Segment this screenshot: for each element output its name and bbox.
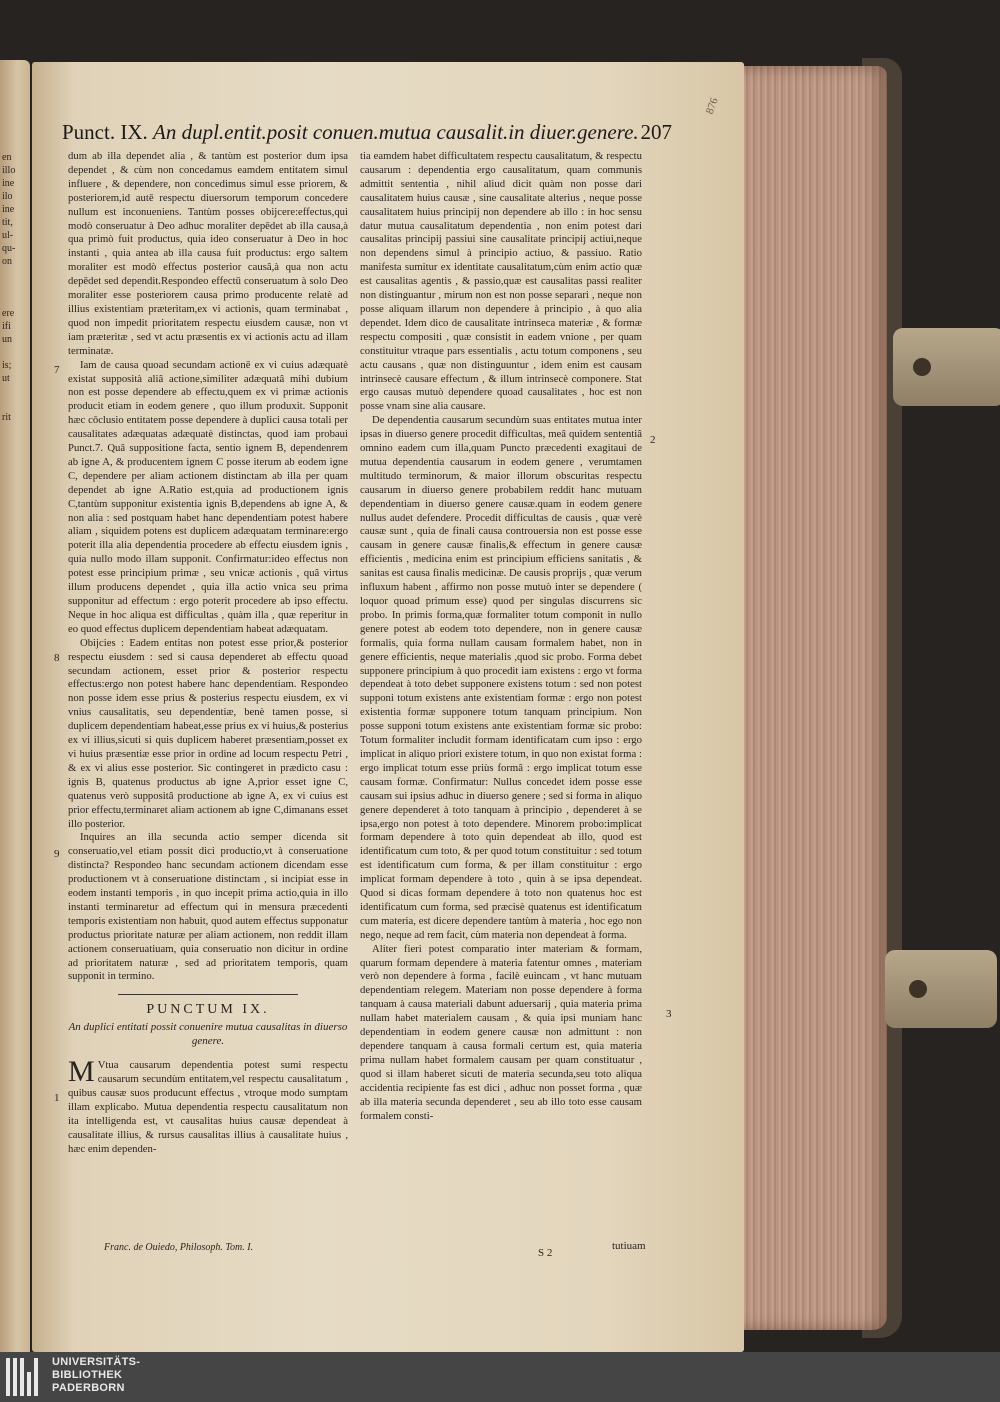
book-page [32,62,744,1352]
facing-page-fragment: ut [2,373,10,384]
library-footer-bar [0,1352,1000,1402]
facing-page-fragment: on [2,256,12,267]
margin-number: 9 [54,848,60,860]
facing-page-fragment: rit [2,412,11,423]
section-title: PUNCTUM IX. [146,1002,270,1018]
clasp-rivet [909,980,927,998]
paragraph: De dependentia causarum secundùm suas entitates mutua inter ipsas in diuerso genere procedit difficultas, meâ quidem sententiâ omnino eadem cum illa,quam Puncto præcedenti exagitaui de mutua dependentia causarum in eodem genere , verumtamen multitudo terminorum, & maior illorum obscuritas respectu causarum in diuerso genere probabilem reddit hanc mutuam dependentiam in diuerso genere causæ.quam in eodem genere nullus audet defendere. Procedit difficultas de causis , quæ verè causæ sunt , quia de finali causa controuersia non est posse esse causam in genere causæ finalis,& effectum in genere causæ efficientis , medicina enim est principium efficiens sanitatis , & sanitas est causa finalis medicinæ. De causis proprijs , quæ verum influxum habent , affirmo non posse mutuò inter se dependere ( loquor quoad primum esse) quod per singulas discurrens sic probo. In primis forma,quæ formaliter totum componit in nullo genere potest ab eodem toto dependere, non in genere causæ formalis, quia forma nullam causam formalem habet, non in genere efficientis, neque materialis ,quod sic probo. Forma debet supponere principium à quo procedit iam existens : ergo vt forma dependeat à toto debet supponere existens totum : sed non potest supponi totum existens ante existentiam formæ : ergo non potest existentia formæ supponere totum tanquam principium. Non posse supponi totum existens ante existentiam formæ sic probo: Totum formaliter includit formam identificatam cum ipso : ergo implicat in aliquo priori existere totum, in quo non existat forma : ergo implicat totum esse priùs formâ : ergo implicat totum esse causam formæ. Confirmatur: Nullus concedet idem posse esse causam sui ipsius adhuc in diuerso genere ; sed si forma in aliquo genere dependeret à toto tanquam à principio , dependeret à se ipsa,ergo non potest à toto dependere. Minorem probo:implicat formam dependere à toto quin dependeat ab illo, quod est identificatum cum toto, & per quod totum constituitur : sed totum est identificatum cum forma, & per illam constituitur : ergo implicat formam dependere à toto , quin à se ipsa dependeat. Quod si dicas formam dependere à toto non quatenus hoc est identificatum cum forma, sed præcisè quatenus est identificatum cum materia, est dicere dependere tantùm à materia , hoc ego non nego, neque ad rem facit, cùm materia non dependeat à forma. [360,414,642,941]
running-title-text: An dupl.entit.posit conuen.mutua causalit.in diuer.genere. [153,120,639,144]
facing-page-fragment: ere [2,308,15,319]
left-column [68,150,348,1156]
paragraph: dum ab illa dependet alia , & tantùm est posterior dum ipsa dependet , & cùm non concedamus eamdem entitatem simul influere , & dependere, non concedimus simul esse priorem, & posteriorem,id autē respectu diuersorum temporum concedere nullum est inconueniens. Tantùm posses obijcere:effectus,qui modò conseruatur à Deo adhuc moraliter depēdet ab illa causa,à qua primò fuit productus, quia ideo conseruatur à Deo in hoc instanti , quia antea ab illa causa fuit productus: ergo saltem moraliter est modò effectus posterior causâ,à qua non actu depēdet sed dependit.Respondeo effectū conseruatum à solo Deo moraliter esse posteriorem causa primo producente relatè ad illius existentiam præteritam,ex vi actionis, quam terminabat , quod non impedit prioritatem respectu eiusdem causæ, non vt iam præteritæ , sed vt actu præsentis ex vi actionis actu ad illam terminatæ. [68,150,348,357]
shelfmark-note: 876 [703,96,721,116]
catchword: tutiuam [612,1240,646,1252]
facing-page-fragment: tit, [2,217,13,228]
margin-number: 3 [666,1008,672,1020]
drop-cap: M [68,1055,95,1089]
clasp-rivet [913,358,931,376]
facing-page-fragment: un [2,334,12,345]
library-name [52,1356,140,1395]
margin-number: 2 [650,434,656,446]
running-title [62,120,639,145]
facing-page-fragment: ine [2,178,15,189]
page-block-edges [735,66,887,1330]
facing-page-fragment: en [2,152,12,163]
library-line-2: BIBLIOTHEK [52,1369,123,1381]
facing-page-fragment: illo [2,165,16,176]
lower-clasp [885,950,997,1028]
facing-page-fragment: ul- [2,230,14,241]
facing-page-fragment: ine [2,204,15,215]
section-subtitle: An duplici entitati possit conuenire mutua causalitas in diuerso genere. [68,1021,348,1048]
facing-page-fragment: is; [2,360,12,371]
section-paragraph [68,1055,348,1156]
running-title-prefix: Punct. IX. [62,120,148,144]
facing-page-fragment: qu- [2,243,16,254]
right-column [360,150,642,1123]
margin-number: 7 [54,364,60,376]
paragraph: Inquires an illa secunda actio semper dicenda sit conseruatio,vel etiam possit dici productio,vt à conseruatione distincta? Respondeo hanc secundam actionem dicendam esse productionem vt à conseruatione distinctam , si incipiat esse in eodem instanti temporis , in quo incepit prima actio,quia in illo instanti terminaretur ad effectum qui in mensura præcedenti temporis existentiam non habuit, quod autem effectus supponatur productus prioritate naturæ per aliam actionem, non reddit illam actionem conseruatiuam, quia conseruatio non dicitur in ordine ad prioritatem naturæ , sed ad prioritatem temporis, quam supponit in termino. [68,831,348,983]
section-text: Vtua causarum dependentia potest sumi respectu causarum secundùm entitatem,vel respectu causalitatum , quibus causæ suos producunt effectus , vtroque modo sumptam illam explicabo. Mutua dependentia respectu causalitatum non ita intelligenda est, vt causalitas huius causæ dependeat à causalitate illius, & rursus causalitas illius à causalitate huius , hæc enim dependen- [68,1059,348,1155]
page-number: 207 [640,120,672,144]
library-line-1: UNIVERSITÄTS- [52,1356,141,1368]
facing-page-edge [0,60,30,1360]
margin-number: 1 [54,1092,60,1104]
section-divider [118,994,298,995]
library-line-3: PADERBORN [52,1382,125,1394]
signature-mark: S 2 [538,1247,553,1259]
paragraph: tia eamdem habet difficultatem respectu causalitatum, & respectu causarum : dependentia ergo causalitatum, quam communis admittit sententia , nihil aliud dicit quàm non posse dari causalitatem huius causæ , sine causalitate alterius , neque posse causalitatem huius principij non dependere ab illo : in hoc sensu datur mutua causalitatum dependentia , non enim potest dari causalitas principij passiui sine causalitate principij actiui,neque non dependens simul à principio actiuo, & passiuo. Ratio manifesta sumitur ex identitate causalitatum,cùm enim actio quæ est causalitas agentis , & passio,quæ est causalitas passi realiter non distinguantur , mirum non est non posse separari , neque non posse aliquam illarum non dependere à principio , à quo alia dependet. Idem dico de causalitate intrinseca materiæ , & formæ respectu compositi , quæ consistit in eadem vnione , per quam constituitur vtraque pars essentialis , actu totum componens , seu actu causans , quæ non distinguuntur , idem enim est causam intrinsecè causare effectum , & illum intrinsecè componere. Stat ergo causas mutuò dependere quoad causalitates , hoc est non posse vnam sine alia causare. [360,150,642,413]
upper-clasp [893,328,1000,406]
margin-number: 8 [54,652,60,664]
facing-page-fragment: ifi [2,321,11,332]
paragraph: Iam de causa quoad secundam actionē ex vi cuius adæquatè existat supposità aliâ actione,similiter adæquatâ mihi dubium non est posse dependere ab effectu,quem ex vi primæ actionis producit etiam in eodem genere , quo illum produxit. Supponit hæc cōclusio entitatem posse dependere à duplici causa totali per causalitates adæquatas adæquatè distinctas, quod iam probaui Punct.7. Quâ suppositione facta, sentio ignem B, dependenrem ab igne A, & producentem ignem C posse iterum ab eodem igne C, dependere per aliam actionem distinctam ab illa per quam dependet ab igne A.Ratio est,quia ad productionem ignis C,tantùm supponitur existentia ignis B,dependens ab igne A, & non alia : sed postquam habet hanc dependentiam potest habere aliam , siquidem potens est duplicem adæquatam terminare:ergo poterit illa alia dependentia procedere ab effectu eiusdem ignis , quia nullo modo illam supponit. Confirmatur:ideo effectus non potest esse principium primæ , seu vnicæ actionis , quâ virtus illum producens dependet , quia illa actio vnica seu prima supponitur ad effectum : ergo poterit procedere ab ipso effectu. Neque in hoc aliqua est difficultas , quàm illa , quæ reperitur in eo quod effectus duplicem dependentiam habeat adæquatam. [68,358,348,635]
paragraph: Aliter fieri potest comparatio inter materiam & formam, quarum formam dependere à materia fatentur omnes , materiam verò non dependere à forma , facilè euincam , vt hanc mutuam dependentiam relegem. Materiam non posse dependere à forma tanquam à causa materiali dabunt aduersarij , quia materia prima nullam habet materialem causam , & quia ipsi muniam hanc dependentiam in eodem genere causæ non admittunt : non dependere tanquam à causa formali certum est, quia materia prima nullam habet formalem causam per quam constituatur , quod si illam haberet sicuti de materia secunda,seu toto aliqua accidentia recipiente fas est dici , adhuc non posset forma , quæ ab illa materia secunda dependeret , seu ab illo toto esse causam formalem consti- [360,942,642,1122]
running-header [62,120,672,154]
paragraph: Obijcies : Eadem entitas non potest esse prior,& posterior respectu eiusdem : sed si causa dependeret ab effectu quoad secundam actionem, esset prior & posterior respectu effectus:ergo non potest habere hanc dependentiam. Respondeo non posse idem esse prius & posterius respectu eiusdem, ex vi vnius causalitatis, seu dependentiæ, benè tamen posse, si duplicem dependentiam habeat,esse prius ex vi huius,& posterius ex vi illius,sicuti si quis duplicem haberet præsentiam,posset ex vi huius præsentiæ esse prior in ordine ad locum respectu Petri , & ex vi alius esse posterior. Sic contingeret in prædicto casu : ignis B, quatenus productus ab igne A,prior esset igne C, quatenus verò suppositâ productione ab igne A, ex vi cuius est prior effectu,terminaret aliam actionem ab igne C,dimanans esset illo posterior. [68,636,348,830]
library-logo-icon [6,1358,44,1396]
facing-page-fragment: ilo [2,191,13,202]
footer-author: Franc. de Ouiedo, Philosoph. Tom. I. [104,1242,254,1253]
